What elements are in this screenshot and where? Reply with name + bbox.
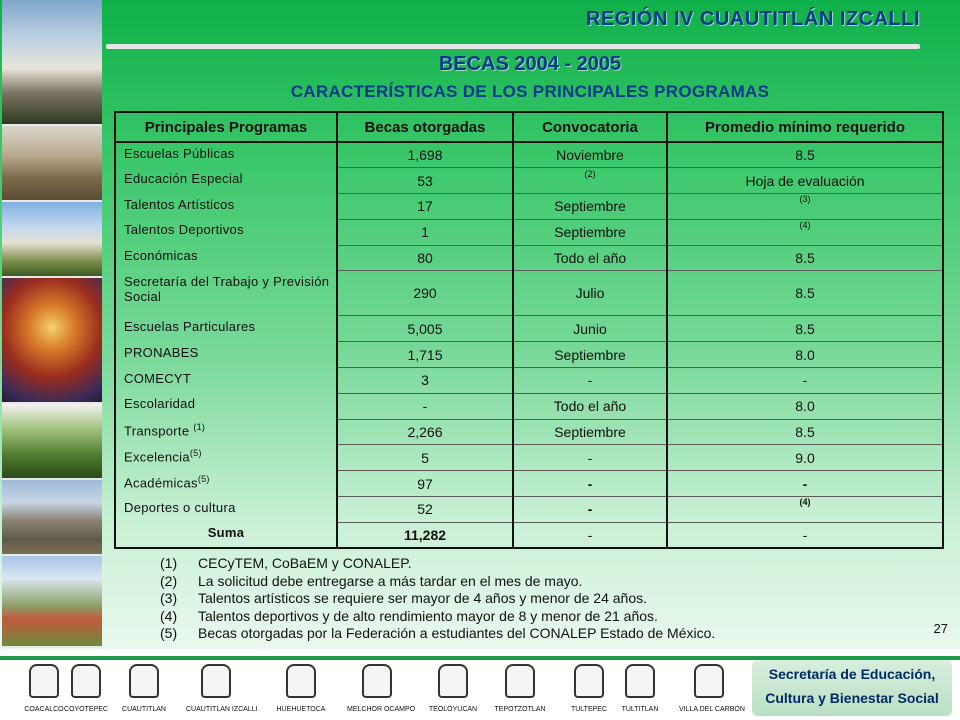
glyph-icon <box>625 664 655 698</box>
program-name-text: Académicas <box>124 475 198 491</box>
promedio-value: 9.0 <box>667 445 943 471</box>
table-row <box>115 368 943 394</box>
page-title: BECAS 2004 - 2005 <box>438 53 622 75</box>
glyph-icon <box>29 664 59 698</box>
becas-value: 97 <box>337 471 513 497</box>
convocatoria-value <box>513 168 667 194</box>
program-name <box>115 471 337 497</box>
municipality-logo: HUEHUETOCA <box>271 664 331 713</box>
promedio-value: 8.5 <box>667 316 943 342</box>
column-header: Promedio mínimo requerido <box>667 112 943 142</box>
program-name: Económicas <box>115 245 337 271</box>
becas-value: 1,715 <box>337 342 513 368</box>
program-name: Talentos Artísticos <box>115 194 337 220</box>
table-row <box>115 419 943 445</box>
becas-value: 5,005 <box>337 316 513 342</box>
table-row <box>115 168 943 194</box>
footnote: (5) Becas otorgadas por la Federación a estudiantes del CONALEP Estado de México. <box>160 625 716 642</box>
table-row <box>115 342 943 368</box>
total-promedio: - <box>667 522 943 548</box>
municipality-logos <box>14 664 754 720</box>
table-header-row <box>115 112 943 142</box>
table-row <box>115 471 943 497</box>
glyph-icon <box>438 664 468 698</box>
glyph-icon <box>71 664 101 698</box>
table-row <box>115 271 943 316</box>
table-row <box>115 245 943 271</box>
program-name: Talentos Deportivos <box>115 219 337 245</box>
municipality-logo: TULTITLAN <box>610 664 670 713</box>
total-becas: 11,282 <box>337 522 513 548</box>
convocatoria-value: Septiembre <box>513 194 667 220</box>
table-row <box>115 445 943 471</box>
becas-value: 53 <box>337 168 513 194</box>
becas-value: 17 <box>337 194 513 220</box>
programs-table <box>114 111 944 549</box>
garden-photo <box>2 404 102 480</box>
promedio-value: 8.5 <box>667 419 943 445</box>
program-name-text: Transporte <box>124 423 190 439</box>
footer <box>0 650 960 720</box>
convocatoria-value: - <box>513 497 667 523</box>
promedio-value: 8.0 <box>667 393 943 419</box>
program-name: COMECYT <box>115 368 337 394</box>
footnotes <box>160 555 715 643</box>
promedio-value: - <box>667 471 943 497</box>
column-header: Principales Programas <box>115 112 337 142</box>
glyph-icon <box>129 664 159 698</box>
becas-value: 1,698 <box>337 142 513 168</box>
promedio-value: 8.5 <box>667 245 943 271</box>
becas-value: 80 <box>337 245 513 271</box>
promedio-value <box>667 497 943 523</box>
program-name-text: Excelencia <box>124 449 190 465</box>
municipality-logo: TEOLOYUCAN <box>423 664 483 713</box>
convocatoria-value: Todo el año <box>513 245 667 271</box>
glyph-icon <box>286 664 316 698</box>
footnote-ref: (5) <box>197 473 210 484</box>
column-header: Convocatoria <box>513 112 667 142</box>
institution-line1: Secretaría de Educación, <box>768 666 936 682</box>
ruins-photo <box>2 480 102 556</box>
table-row <box>115 219 943 245</box>
convocatoria-value: Junio <box>513 316 667 342</box>
municipality-logo: CUAUTITLAN <box>114 664 174 713</box>
convocatoria-value: Septiembre <box>513 219 667 245</box>
program-name: Escolaridad <box>115 393 337 419</box>
table-row <box>115 316 943 342</box>
convocatoria-value: Noviembre <box>513 142 667 168</box>
becas-value: 1 <box>337 219 513 245</box>
kiosk-photo <box>2 202 102 278</box>
table-row <box>115 393 943 419</box>
convocatoria-value: Julio <box>513 271 667 316</box>
promedio-value <box>667 219 943 245</box>
region-title: REGIÓN IV CUAUTITLÁN IZCALLI <box>586 8 920 30</box>
program-name: Escuelas Públicas <box>115 142 337 168</box>
program-name: Escuelas Particulares <box>115 316 337 342</box>
footnote: (1) CECyTEM, CoBaEM y CONALEP. <box>160 555 412 571</box>
altar-photo <box>2 278 102 404</box>
program-name <box>115 445 337 471</box>
promedio-value <box>667 194 943 220</box>
municipality-logo: VILLA DEL CARBON <box>679 664 739 713</box>
glyph-icon <box>574 664 604 698</box>
becas-value: - <box>337 393 513 419</box>
footnote-ref: (2) <box>584 168 596 179</box>
becas-value: 52 <box>337 497 513 523</box>
municipality-logo: TEPOTZOTLAN <box>490 664 550 713</box>
becas-value: 2,266 <box>337 419 513 445</box>
program-name: Secretaría del Trabajo y Previsión Social <box>115 271 337 316</box>
promedio-value: Hoja de evaluación <box>667 168 943 194</box>
footnote-ref: (4) <box>799 497 811 508</box>
total-row <box>115 522 943 548</box>
page-number: 27 <box>933 621 948 636</box>
footnote-ref: (5) <box>189 447 202 458</box>
promedio-value: 8.5 <box>667 271 943 316</box>
glyph-icon <box>505 664 535 698</box>
convocatoria-value: - <box>513 471 667 497</box>
landscape-photo <box>2 556 102 648</box>
table-row <box>115 497 943 523</box>
convocatoria-value: Septiembre <box>513 342 667 368</box>
column-header: Becas otorgadas <box>337 112 513 142</box>
municipality-logo: CUAUTITLAN IZCALLI <box>186 664 246 713</box>
promedio-value: 8.0 <box>667 342 943 368</box>
program-name: Educación Especial <box>115 168 337 194</box>
total-label: Suma <box>115 522 337 548</box>
footnote: (3) Talentos artísticos se requiere ser mayor de 4 años y menor de 24 años. <box>160 590 648 607</box>
arcade-photo <box>2 126 102 202</box>
program-name <box>115 419 337 445</box>
footnote-ref: (3) <box>799 194 811 205</box>
page-subtitle: CARACTERÍSTICAS DE LOS PRINCIPALES PROGRAMAS <box>290 82 770 101</box>
footnote: (4) Talentos deportivos y de alto rendimiento mayor de 8 y menor de 21 años. <box>160 607 658 624</box>
header-divider <box>106 44 920 49</box>
municipality-logo: MELCHOR OCAMPO <box>347 664 407 713</box>
becas-value: 290 <box>337 271 513 316</box>
institution-seal <box>752 660 952 716</box>
footnote-ref: (4) <box>799 220 811 231</box>
table-row <box>115 142 943 168</box>
footnote: (2) La solicitud debe entregarse a más tardar en el mes de mayo. <box>160 572 583 589</box>
municipality-logo: TULTEPEC <box>559 664 619 713</box>
institution-line2: Cultura y Bienestar Social <box>765 690 939 706</box>
promedio-value: - <box>667 368 943 394</box>
convocatoria-value: - <box>513 368 667 394</box>
convocatoria-value: Septiembre <box>513 419 667 445</box>
glyph-icon <box>694 664 724 698</box>
convocatoria-value: Todo el año <box>513 393 667 419</box>
glyph-icon <box>201 664 231 698</box>
footnote-ref: (1) <box>193 422 206 433</box>
table-row <box>115 194 943 220</box>
convocatoria-value: - <box>513 445 667 471</box>
glyph-icon <box>362 664 392 698</box>
total-convocatoria: - <box>513 522 667 548</box>
program-name: Deportes o cultura <box>115 497 337 523</box>
promedio-value: 8.5 <box>667 142 943 168</box>
becas-value: 5 <box>337 445 513 471</box>
municipality-logo: COYOTEPEC <box>56 664 116 713</box>
municipality-logo: COACALCO <box>14 664 74 713</box>
becas-value: 3 <box>337 368 513 394</box>
program-name: PRONABES <box>115 342 337 368</box>
